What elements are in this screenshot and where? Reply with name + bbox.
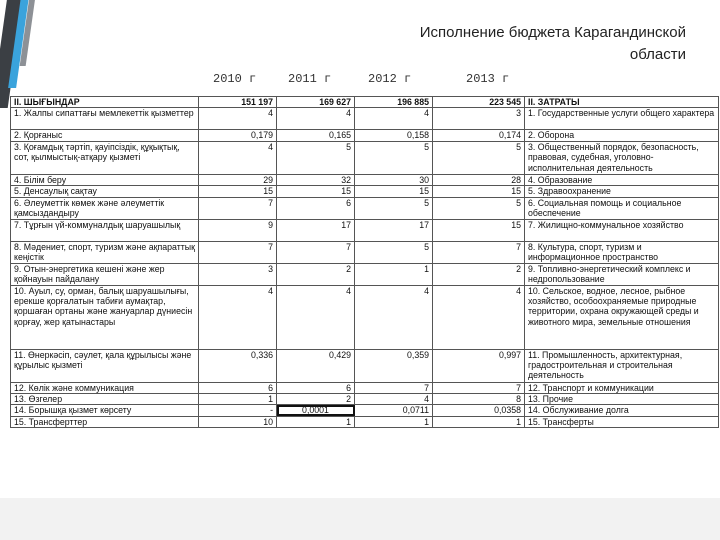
kz-label-cell: II. ШЫҒЫНДАР xyxy=(11,97,199,108)
value-2013-cell: 0,0358 xyxy=(433,405,525,416)
ru-label-cell: 1. Государственные услуги общего характера xyxy=(525,108,719,130)
value-2010-cell: 3 xyxy=(199,263,277,285)
ru-label-cell: 4. Образование xyxy=(525,174,719,185)
ru-label-cell: 9. Топливно-энергетический комплекс и недропользование xyxy=(525,263,719,285)
value-2010-cell: 7 xyxy=(199,197,277,219)
ru-label-cell: 14. Обслуживание долга xyxy=(525,405,719,416)
value-2011-cell: 2 xyxy=(277,263,355,285)
value-2012-cell: 5 xyxy=(355,197,433,219)
page-title xyxy=(360,22,686,66)
value-2013-cell: 5 xyxy=(433,141,525,174)
value-2010-cell: 0,336 xyxy=(199,349,277,382)
ru-label-cell: 15. Трансферты xyxy=(525,416,719,427)
ru-label-cell: 11. Промышленность, архитектурная, градостроительная и строительная деятельность xyxy=(525,349,719,382)
value-2011-cell: 15 xyxy=(277,186,355,197)
value-2011-cell: 0,165 xyxy=(277,130,355,141)
ru-label-cell: 6. Социальная помощь и социальное обеспечение xyxy=(525,197,719,219)
value-2010-cell: 151 197 xyxy=(199,97,277,108)
kz-label-cell: 5. Денсаулық сақтау xyxy=(11,186,199,197)
year-header-2012: 2012 г xyxy=(368,72,412,86)
value-2012-cell: 4 xyxy=(355,285,433,349)
value-2013-cell: 7 xyxy=(433,241,525,263)
value-2011-cell: 7 xyxy=(277,241,355,263)
table-row xyxy=(11,174,719,185)
kz-label-cell: 10. Ауыл, су, орман, балық шаруашылығы, ерекше қорғалатын табиғи аумақтар, қоршаған ортаны және жануарлар дүниесін қорғау, жер қатынастары xyxy=(11,285,199,349)
table-row xyxy=(11,416,719,427)
value-2011-cell: 6 xyxy=(277,382,355,393)
value-2010-cell: 4 xyxy=(199,141,277,174)
kz-label-cell: 8. Мәдениет, спорт, туризм және ақпараттық кеңістік xyxy=(11,241,199,263)
table-row xyxy=(11,394,719,405)
value-2012-cell: 0,359 xyxy=(355,349,433,382)
value-2012-cell: 17 xyxy=(355,219,433,241)
value-2012-cell: 0,158 xyxy=(355,130,433,141)
value-2011-cell: 32 xyxy=(277,174,355,185)
value-2012-cell: 196 885 xyxy=(355,97,433,108)
value-2012-cell: 7 xyxy=(355,382,433,393)
kz-label-cell: 3. Қоғамдық тәртіп, қауіпсіздік, құқықтық, сот, қылмыстық-атқару қызметі xyxy=(11,141,199,174)
value-2010-cell: 15 xyxy=(199,186,277,197)
value-2013-cell: 3 xyxy=(433,108,525,130)
value-2012-cell: 15 xyxy=(355,186,433,197)
table-row xyxy=(11,241,719,263)
year-header-2010: 2010 г xyxy=(213,72,257,86)
ru-label-cell: 12. Транспорт и коммуникации xyxy=(525,382,719,393)
kz-label-cell: 11. Өнеркәсіп, сәулет, қала құрылысы және құрылыс қызметі xyxy=(11,349,199,382)
value-2011-cell: 4 xyxy=(277,285,355,349)
year-header-2011: 2011 г xyxy=(288,72,332,86)
ru-label-cell: 7. Жилищно-коммунальное хозяйство xyxy=(525,219,719,241)
value-2013-cell: 1 xyxy=(433,416,525,427)
value-2013-cell: 2 xyxy=(433,263,525,285)
ru-label-cell: 13. Прочие xyxy=(525,394,719,405)
value-2010-cell: 0,179 xyxy=(199,130,277,141)
value-2010-cell: 10 xyxy=(199,416,277,427)
ru-label-cell: II. ЗАТРАТЫ xyxy=(525,97,719,108)
value-2010-cell: 1 xyxy=(199,394,277,405)
kz-label-cell: 14. Борышқа қызмет көрсету xyxy=(11,405,199,416)
table-row xyxy=(11,130,719,141)
value-2011-cell: 2 xyxy=(277,394,355,405)
value-2010-cell: 4 xyxy=(199,285,277,349)
value-2012-cell: 5 xyxy=(355,241,433,263)
kz-label-cell: 13. Өзгелер xyxy=(11,394,199,405)
value-2013-cell: 4 xyxy=(433,285,525,349)
value-2013-cell: 5 xyxy=(433,197,525,219)
value-2013-cell: 223 545 xyxy=(433,97,525,108)
table-row xyxy=(11,186,719,197)
table-row xyxy=(11,108,719,130)
budget-table-body xyxy=(11,97,719,428)
ru-label-cell: 3. Общественный порядок, безопасность, правовая, судебная, уголовно-исполнительная деятельность xyxy=(525,141,719,174)
value-2012-cell: 1 xyxy=(355,416,433,427)
value-2010-cell: 29 xyxy=(199,174,277,185)
value-2011-cell: 169 627 xyxy=(277,97,355,108)
kz-label-cell: 9. Отын-энергетика кешені және жер қойнауын пайдалану xyxy=(11,263,199,285)
value-2012-cell: 5 xyxy=(355,141,433,174)
ru-label-cell: 8. Культура, спорт, туризм и информационное пространство xyxy=(525,241,719,263)
value-2013-cell: 0,997 xyxy=(433,349,525,382)
table-row xyxy=(11,263,719,285)
kz-label-cell: 4. Білім беру xyxy=(11,174,199,185)
table-row xyxy=(11,405,719,416)
value-2013-cell: 7 xyxy=(433,382,525,393)
value-2010-cell: 6 xyxy=(199,382,277,393)
table-row xyxy=(11,382,719,393)
kz-label-cell: 2. Қорғаныс xyxy=(11,130,199,141)
ru-label-cell: 10. Сельское, водное, лесное, рыбное хозяйство, особоохраняемые природные территории, охрана окружающей среды и животного мира, земельные отношения xyxy=(525,285,719,349)
value-2013-cell: 0,174 xyxy=(433,130,525,141)
table-row xyxy=(11,219,719,241)
value-2011-cell: 4 xyxy=(277,108,355,130)
table-row xyxy=(11,97,719,108)
kz-label-cell: 1. Жалпы сипаттағы мемлекеттік қызметтер xyxy=(11,108,199,130)
value-2012-cell: 0,0711 xyxy=(355,405,433,416)
value-2011-cell: 1 xyxy=(277,416,355,427)
slide-footer xyxy=(0,498,720,540)
kz-label-cell: 15. Трансферттер xyxy=(11,416,199,427)
title-line-1: Исполнение бюджета Карагандинской xyxy=(419,24,686,41)
value-2011-cell: 0,429 xyxy=(277,349,355,382)
ru-label-cell: 2. Оборона xyxy=(525,130,719,141)
budget-table xyxy=(10,96,719,428)
title-line-2: области xyxy=(629,46,686,63)
kz-label-cell: 7. Тұрғын үй-коммуналдық шаруашылық xyxy=(11,219,199,241)
value-2011-cell: 17 xyxy=(277,219,355,241)
value-2011-cell: 0,0001 xyxy=(277,405,355,416)
value-2010-cell: 4 xyxy=(199,108,277,130)
table-row xyxy=(11,349,719,382)
value-2013-cell: 15 xyxy=(433,186,525,197)
value-2011-cell: 5 xyxy=(277,141,355,174)
kz-label-cell: 6. Әлеуметтік көмек және әлеуметтік қамсыздандыру xyxy=(11,197,199,219)
value-2012-cell: 4 xyxy=(355,394,433,405)
value-2013-cell: 15 xyxy=(433,219,525,241)
value-2013-cell: 8 xyxy=(433,394,525,405)
value-2010-cell: 9 xyxy=(199,219,277,241)
value-2010-cell: 7 xyxy=(199,241,277,263)
value-2010-cell: - xyxy=(199,405,277,416)
value-2012-cell: 4 xyxy=(355,108,433,130)
year-header-2013: 2013 г xyxy=(466,72,510,86)
table-row xyxy=(11,141,719,174)
value-2012-cell: 30 xyxy=(355,174,433,185)
kz-label-cell: 12. Көлік және коммуникация xyxy=(11,382,199,393)
ru-label-cell: 5. Здравоохранение xyxy=(525,186,719,197)
value-2012-cell: 1 xyxy=(355,263,433,285)
value-2011-cell: 6 xyxy=(277,197,355,219)
table-row xyxy=(11,197,719,219)
value-2013-cell: 28 xyxy=(433,174,525,185)
table-row xyxy=(11,285,719,349)
